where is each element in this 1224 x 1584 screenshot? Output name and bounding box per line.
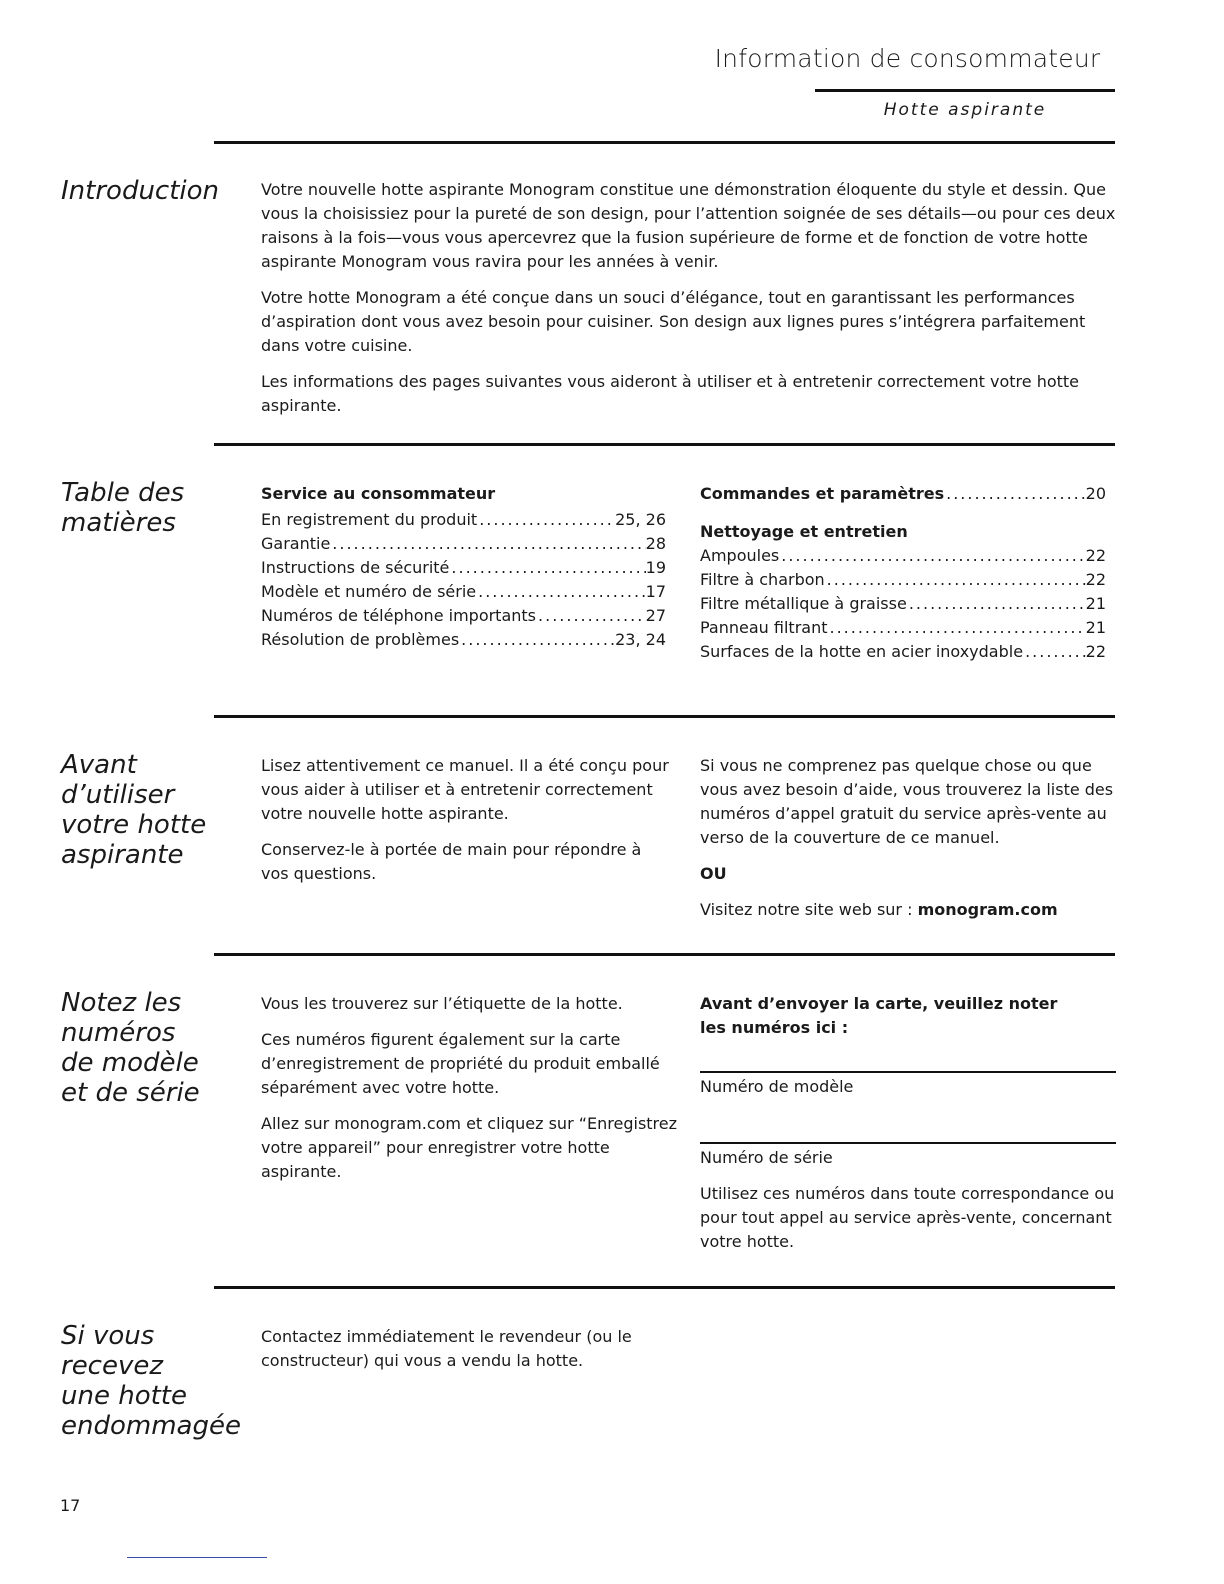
toc-entry-label: Garantie <box>261 534 331 553</box>
numbers-usage-note: Utilisez ces numéros dans toute correspondance ou pour tout appel au service après-vente, concernant votre hotte. <box>700 1184 1115 1251</box>
model-serial-left-column <box>261 992 681 1184</box>
visit-text: Visitez notre site web sur : <box>700 900 918 919</box>
damaged-paragraph: Contactez immédiatement le revendeur (ou le constructeur) qui vous a vendu la hotte. <box>261 1327 632 1370</box>
before-use-paragraph: Conservez-le à portée de main pour répondre à vos questions. <box>261 840 642 883</box>
toc-entry[interactable] <box>261 532 666 556</box>
toc-entry[interactable] <box>700 616 1106 640</box>
toc-entry-page: 20 <box>1085 484 1106 503</box>
toc-entry[interactable] <box>700 640 1106 664</box>
section-title-model-serial <box>61 988 241 1108</box>
toc-entry-label: Panneau filtrant <box>700 618 828 637</box>
monogram-link[interactable]: monogram.com <box>917 900 1058 919</box>
section-title-line: Notez les <box>61 988 182 1018</box>
before-use-left-column <box>261 754 671 886</box>
toc-entry[interactable] <box>700 482 1106 506</box>
header-rule <box>815 89 1115 92</box>
toc-entry-label: Surfaces de la hotte en acier inoxydable <box>700 642 1024 661</box>
page-number: 17 <box>60 1496 81 1515</box>
section-title-line: aspirante <box>61 840 184 870</box>
toc-entry-page: 27 <box>645 606 666 625</box>
section-divider <box>214 953 1115 956</box>
or-label: OU <box>700 864 727 883</box>
toc-entry-page: 23, 24 <box>615 630 666 649</box>
section-title-line: Si vous <box>61 1321 155 1351</box>
toc-entry[interactable] <box>261 628 666 652</box>
visit-website-line <box>700 898 1118 922</box>
toc-entry[interactable] <box>261 508 666 532</box>
section-title-toc <box>61 478 241 538</box>
toc-entry-page: 21 <box>1085 594 1106 613</box>
damaged-body <box>261 1325 661 1373</box>
before-use-help-text: Si vous ne comprenez pas quelque chose ou que vous avez besoin d’aide, vous trouverez la liste des numéros d’appel gratuit du service après-vente au verso de la couverture de ce manuel. <box>700 756 1114 847</box>
bottom-link-underline <box>127 1557 267 1558</box>
section-title-line: recevez <box>61 1351 164 1381</box>
model-serial-paragraph: Allez sur monogram.com et cliquez sur “Enregistrez votre appareil” pour enregistrer votre hotte aspirante. <box>261 1114 678 1181</box>
toc-leader-dots <box>449 556 645 580</box>
toc-leader-dots <box>944 482 1086 506</box>
toc-entry-page: 21 <box>1085 618 1106 637</box>
toc-right-column <box>700 482 1106 664</box>
intro-paragraph: Votre hotte Monogram a été conçue dans un souci d’élégance, tout en garantissant les performances d’aspiration dont vous avez besoin pour cuisiner. Son design aux lignes pures s’intégrera parfaitement dans votre cuisine. <box>261 288 1086 355</box>
page-subtitle: Hotte aspirante <box>883 100 1047 120</box>
section-title-before-use <box>61 750 241 870</box>
toc-entry-page: 17 <box>645 582 666 601</box>
section-divider <box>214 141 1115 144</box>
section-title-introduction: Introduction <box>61 176 220 206</box>
toc-entry[interactable] <box>261 556 666 580</box>
toc-entry-label: Instructions de sécurité <box>261 558 450 577</box>
toc-leader-dots <box>330 532 645 556</box>
toc-entry[interactable] <box>261 580 666 604</box>
section-title-line: de modèle <box>61 1048 199 1078</box>
toc-leader-dots <box>476 580 646 604</box>
toc-leader-dots <box>1023 640 1086 664</box>
toc-entry-page: 28 <box>645 534 666 553</box>
toc-entry-label: Numéros de téléphone importants <box>261 606 537 625</box>
toc-entry-page: 22 <box>1085 546 1106 565</box>
serial-number-field[interactable] <box>700 1142 1116 1144</box>
toc-leader-dots <box>536 604 646 628</box>
toc-entry-page: 22 <box>1085 570 1106 589</box>
toc-left-column <box>261 482 666 652</box>
before-use-paragraph: Lisez attentivement ce manuel. Il a été conçu pour vous aider à utiliser et à entretenir correctement votre nouvelle hotte aspirante. <box>261 756 669 823</box>
toc-leader-dots <box>779 544 1085 568</box>
model-number-field[interactable] <box>700 1071 1116 1073</box>
toc-heading: Service au consommateur <box>261 484 496 503</box>
model-serial-paragraph: Vous les trouverez sur l’étiquette de la hotte. <box>261 994 623 1013</box>
toc-title-line: matières <box>61 508 176 538</box>
intro-paragraph: Les informations des pages suivantes vous aideront à utiliser et à entretenir correctement votre hotte aspirante. <box>261 372 1080 415</box>
toc-entry-label: Ampoules <box>700 546 780 565</box>
toc-entry-page: 25, 26 <box>615 510 666 529</box>
section-title-line: numéros <box>61 1018 176 1048</box>
toc-entry[interactable] <box>700 544 1106 568</box>
serial-number-label: Numéro de série <box>700 1148 833 1167</box>
toc-entry-label: Filtre à charbon <box>700 570 825 589</box>
toc-leader-dots <box>459 628 615 652</box>
toc-entry-label: Commandes et paramètres <box>700 484 945 503</box>
toc-leader-dots <box>477 508 615 532</box>
toc-entry-page: 19 <box>645 558 666 577</box>
model-serial-paragraph: Ces numéros figurent également sur la carte d’enregistrement de propriété du produit emballé séparément avec votre hotte. <box>261 1030 660 1097</box>
section-title-line: Avant <box>61 750 137 780</box>
toc-title-line: Table des <box>61 478 185 508</box>
section-title-line: endommagée <box>61 1411 241 1441</box>
section-title-damaged <box>61 1321 261 1441</box>
section-title-line: votre hotte <box>61 810 207 840</box>
record-numbers-heading: Avant d’envoyer la carte, veuillez noter les numéros ici : <box>700 994 1058 1037</box>
model-serial-right-column <box>700 992 1118 1040</box>
toc-entry-page: 22 <box>1085 642 1106 661</box>
section-divider <box>214 1286 1115 1289</box>
toc-entry-label: En registrement du produit <box>261 510 478 529</box>
toc-leader-dots <box>825 568 1086 592</box>
toc-entry[interactable] <box>700 568 1106 592</box>
introduction-body <box>261 178 1117 418</box>
section-title-line: une hotte <box>61 1381 187 1411</box>
section-title-line: et de série <box>61 1078 200 1108</box>
section-divider <box>214 715 1115 718</box>
section-divider <box>214 443 1115 446</box>
intro-paragraph: Votre nouvelle hotte aspirante Monogram constitue une démonstration éloquente du style et dessin. Que vous la choisissiez pour la pureté de son design, pour l’attention soignée de ses détails—ou pour ces deux raisons à la fois—vous vous apercevrez que la fusion supérieure de forme et de fonction de votre hotte aspirante Monogram vous ravira pour les années à venir. <box>261 180 1116 271</box>
toc-entry[interactable] <box>261 604 666 628</box>
page-header-title: Information de consommateur <box>714 44 1101 73</box>
toc-leader-dots <box>827 616 1085 640</box>
toc-entry-label: Filtre métallique à graisse <box>700 594 907 613</box>
toc-heading: Nettoyage et entretien <box>700 522 908 541</box>
model-number-label: Numéro de modèle <box>700 1077 854 1096</box>
toc-entry-label: Modèle et numéro de série <box>261 582 477 601</box>
toc-entry-label: Résolution de problèmes <box>261 630 460 649</box>
toc-leader-dots <box>907 592 1086 616</box>
toc-entry[interactable] <box>700 592 1106 616</box>
before-use-right-column <box>700 754 1118 922</box>
section-title-line: d’utiliser <box>61 780 175 810</box>
